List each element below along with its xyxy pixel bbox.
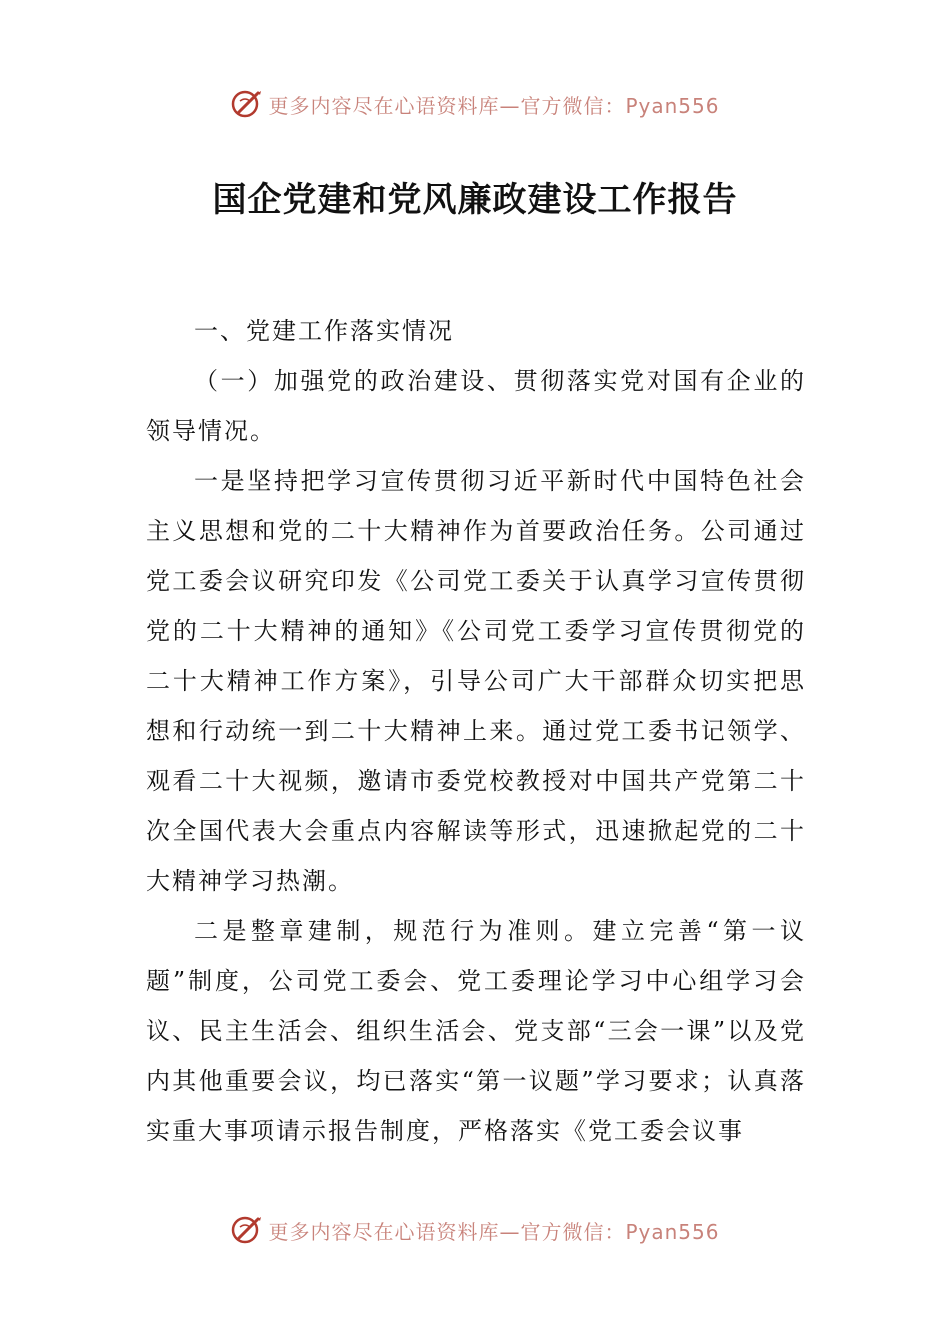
document-body bbox=[146, 306, 806, 1156]
pen-logo-icon bbox=[230, 87, 264, 121]
section-heading: 一、党建工作落实情况 bbox=[194, 317, 454, 345]
document-title: 国企党建和党风廉政建设工作报告 bbox=[212, 180, 738, 220]
header-banner bbox=[0, 84, 950, 124]
paragraph: 一是坚持把学习宣传贯彻习近平新时代中国特色社会主义思想和党的二十大精神作为首要政治任务。公司通过党工委会议研究印发《公司党工委关于认真学习宣传贯彻党的二十大精神的通知》《公司党工委学习宣传贯彻党的二十大精神工作方案》，引导公司广大干部群众切实把思想和行动统一到二十大精神上来。通过党工委书记领学、观看二十大视频，邀请市委党校教授对中国共产党第二十次全国代表大会重点内容解读等形式，迅速掀起党的二十大精神学习热潮。 bbox=[146, 467, 806, 895]
pen-logo-icon bbox=[230, 1213, 264, 1247]
subsection-heading: （一）加强党的政治建设、贯彻落实党对国有企业的领导情况。 bbox=[146, 367, 806, 445]
banner-text: 更多内容尽在心语资料库—官方微信：Pyan556 bbox=[268, 1219, 720, 1244]
footer-banner bbox=[0, 1210, 950, 1250]
banner-text: 更多内容尽在心语资料库—官方微信：Pyan556 bbox=[268, 93, 720, 118]
paragraph: 二是整章建制，规范行为准则。建立完善“第一议题”制度，公司党工委会、党工委理论学习中心组学习会议、民主生活会、组织生活会、党支部“三会一课”以及党内其他重要会议，均已落实“第一议题”学习要求；认真落实重大事项请示报告制度，严格落实《党工委会议事 bbox=[146, 917, 806, 1145]
